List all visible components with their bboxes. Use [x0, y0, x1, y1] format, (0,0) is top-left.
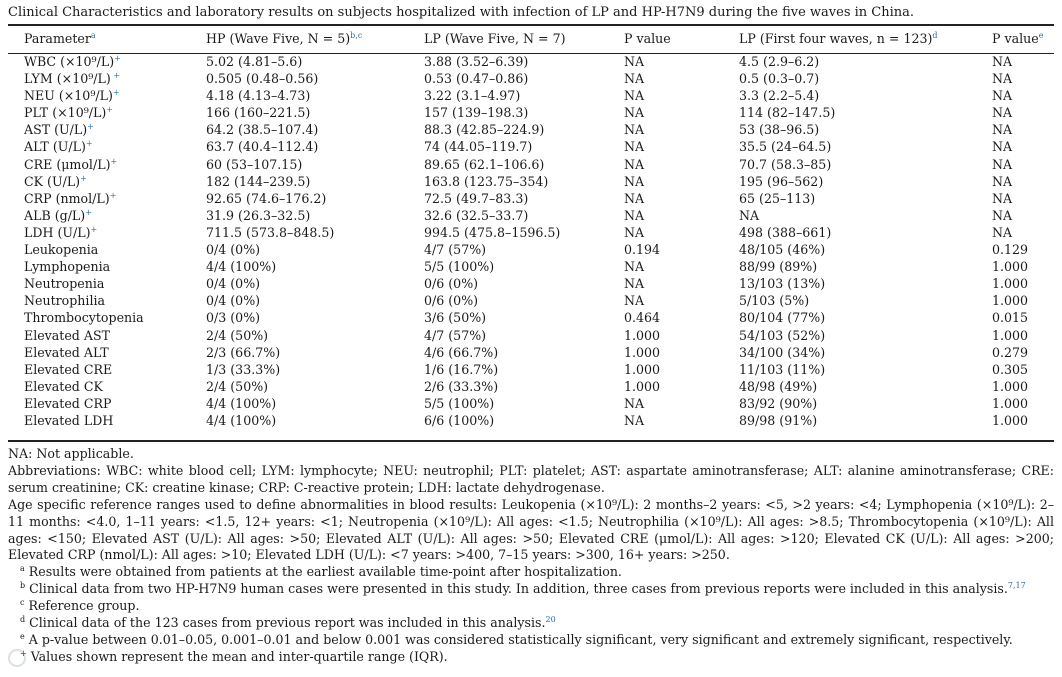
cell-lp-wave-five: 4/6 (66.7%)	[424, 344, 499, 360]
cell-lp-first-four: 48/105 (46%)	[739, 242, 826, 258]
cell-lp-first-four: 88/99 (89%)	[739, 259, 818, 275]
cell-p-value-2: 0.279	[992, 344, 1029, 360]
cell-lp-first-four: 70.7 (58.3–85)	[739, 156, 832, 172]
cell-p-value-2: 1.000	[992, 276, 1029, 292]
cell-parameter: WBC (×10⁹/L)+	[24, 53, 121, 69]
col-header-p-value-2: P value$^e$	[992, 30, 1044, 46]
table-row	[8, 412, 1054, 429]
reference-link[interactable]: 20	[545, 614, 556, 624]
table-row	[8, 121, 1054, 138]
mean-iqr-marker: +	[85, 207, 92, 217]
cell-hp-wave-five: 5.02 (4.81–5.6)	[206, 54, 303, 69]
cell-p-value: NA	[624, 71, 645, 87]
table-row	[8, 309, 1054, 326]
table-row	[8, 87, 1054, 104]
reference-link[interactable]: 7,17	[1007, 581, 1026, 591]
note-abbreviations: Abbreviations: WBC: white blood cell; LYM: lymphocyte; NEU: neutrophil; PLT: platelet; AST: aspartate aminotransferase; ALT: alanine aminotransferase; CRE: serum creatinine; CK: creatine kinase; CRP: C-reactive protein; LDH: lactate dehydrogenase.	[8, 462, 1054, 495]
cell-lp-first-four: 83/92 (90%)	[739, 395, 818, 411]
mean-iqr-marker: +	[90, 224, 98, 234]
footnote-d: $^d$ Clinical data of the 123 cases from previous report was included in this analysis.$^{20}$	[20, 614, 556, 631]
cell-p-value-2: 1.000	[992, 378, 1029, 394]
cell-lp-wave-five: 0/6 (0%)	[424, 276, 479, 292]
mean-iqr-marker: +	[106, 105, 113, 115]
cell-lp-first-four: 3.3 (2.2–5.4)	[739, 88, 820, 104]
cell-lp-first-four: 13/103 (13%)	[739, 276, 826, 292]
watermark-logo	[8, 645, 143, 671]
cell-hp-wave-five: 4.18 (4.13–4.73)	[206, 88, 311, 104]
cell-p-value: NA	[624, 139, 645, 155]
cell-p-value: NA	[624, 122, 645, 138]
cell-hp-wave-five: 1/3 (33.3%)	[206, 361, 281, 377]
cell-p-value: NA	[624, 173, 645, 189]
footnote-c: $^c$ Reference group.	[20, 597, 140, 614]
cell-parameter: PLT (×10⁹/L)+	[24, 105, 113, 121]
watermark-icon	[8, 649, 26, 667]
cell-p-value: 1.000	[624, 378, 661, 394]
mean-iqr-marker: +	[109, 190, 117, 200]
table-row	[8, 395, 1054, 412]
table-row	[8, 327, 1054, 344]
cell-lp-first-four: 5/103 (5%)	[739, 293, 810, 309]
cell-hp-wave-five: 4/4 (100%)	[206, 412, 277, 428]
cell-p-value-2: 0.129	[992, 242, 1029, 258]
cell-p-value: 1.000	[624, 327, 661, 343]
table-row	[8, 190, 1054, 207]
cell-parameter: CRE (μmol/L)+	[24, 156, 118, 172]
cell-parameter: Neutropenia	[24, 276, 105, 292]
table-caption: Clinical Characteristics and laboratory results on subjects hospitalized with infection of LP and HP-H7N9 during the five waves in China.	[8, 5, 915, 20]
cell-parameter: CRP (nmol/L)+	[24, 190, 117, 206]
cell-hp-wave-five: 0.505 (0.48–0.56)	[206, 71, 319, 87]
cell-lp-wave-five: 74 (44.05–119.7)	[424, 139, 533, 155]
cell-hp-wave-five: 4/4 (100%)	[206, 395, 277, 411]
cell-p-value-2: NA	[992, 207, 1013, 223]
cell-parameter: Thrombocytopenia	[24, 310, 144, 326]
footnote-plus: + Values shown represent the mean and inter-quartile range (IQR).	[20, 648, 448, 664]
cell-parameter: NEU (×10⁹/L)+	[24, 88, 120, 104]
cell-lp-first-four: 54/103 (52%)	[739, 327, 826, 343]
cell-p-value: NA	[624, 224, 645, 240]
cell-hp-wave-five: 2/4 (50%)	[206, 327, 269, 343]
mean-iqr-marker: +	[114, 53, 121, 63]
cell-p-value-2: NA	[992, 122, 1013, 138]
cell-hp-wave-five: 64.2 (38.5–107.4)	[206, 122, 319, 138]
cell-parameter: Elevated CK	[24, 378, 103, 394]
cell-hp-wave-five: 2/4 (50%)	[206, 378, 269, 394]
cell-p-value-2: NA	[992, 139, 1013, 155]
cell-hp-wave-five: 4/4 (100%)	[206, 259, 277, 275]
cell-lp-wave-five: 3.88 (3.52–6.39)	[424, 54, 529, 69]
cell-parameter: Elevated AST	[24, 327, 110, 343]
col-header-p-value: P value	[624, 31, 671, 46]
cell-lp-wave-five: 89.65 (62.1–106.6)	[424, 156, 545, 172]
cell-p-value-2: NA	[992, 224, 1013, 240]
cell-p-value: NA	[624, 412, 645, 428]
cell-p-value-2: 1.000	[992, 259, 1029, 275]
cell-p-value: NA	[624, 395, 645, 411]
cell-parameter: ALT (U/L)+	[24, 139, 93, 155]
cell-p-value-2: 1.000	[992, 412, 1029, 428]
cell-lp-wave-five: 994.5 (475.8–1596.5)	[424, 224, 561, 240]
cell-parameter: Elevated LDH	[24, 412, 114, 428]
table-row	[8, 138, 1054, 155]
cell-lp-wave-five: 72.5 (49.7–83.3)	[424, 190, 529, 206]
cell-lp-wave-five: 163.8 (123.75–354)	[424, 173, 549, 189]
table-row	[8, 173, 1054, 190]
table-header-row	[8, 26, 1054, 53]
cell-lp-first-four: 0.5 (0.3–0.7)	[739, 71, 820, 87]
col-header-lp-first-four: LP (First four waves, n = 123)$^d$	[739, 30, 938, 46]
table-body	[8, 53, 1054, 429]
cell-p-value: NA	[624, 293, 645, 309]
cell-parameter: LDH (U/L)+	[24, 224, 98, 240]
cell-lp-wave-five: 0/6 (0%)	[424, 293, 479, 309]
cell-hp-wave-five: 0/4 (0%)	[206, 242, 261, 258]
cell-parameter: Elevated CRE	[24, 361, 113, 377]
mean-iqr-marker: +	[110, 156, 118, 166]
table-row	[8, 70, 1054, 87]
cell-lp-first-four: 4.5 (2.9–6.2)	[739, 54, 820, 69]
cell-p-value-2: NA	[992, 173, 1013, 189]
cell-parameter: CK (U/L)+	[24, 173, 87, 189]
cell-hp-wave-five: 0/4 (0%)	[206, 293, 261, 309]
cell-p-value-2: NA	[992, 105, 1013, 121]
cell-lp-wave-five: 3/6 (50%)	[424, 310, 487, 326]
table-row	[8, 156, 1054, 173]
cell-lp-first-four: 498 (388–661)	[739, 224, 832, 240]
cell-p-value: NA	[624, 190, 645, 206]
cell-lp-wave-five: 88.3 (42.85–224.9)	[424, 122, 545, 138]
cell-p-value: NA	[624, 259, 645, 275]
cell-p-value: NA	[624, 276, 645, 292]
table-row	[8, 224, 1054, 241]
cell-lp-first-four: 48/98 (49%)	[739, 378, 818, 394]
cell-lp-wave-five: 157 (139–198.3)	[424, 105, 529, 121]
cell-lp-first-four: 11/103 (11%)	[739, 361, 826, 377]
cell-hp-wave-five: 31.9 (26.3–32.5)	[206, 207, 311, 223]
cell-p-value: 0.194	[624, 242, 661, 258]
cell-p-value-2: NA	[992, 54, 1013, 69]
cell-parameter: Elevated ALT	[24, 344, 109, 360]
cell-lp-wave-five: 3.22 (3.1–4.97)	[424, 88, 521, 104]
mean-iqr-marker: +	[87, 122, 94, 132]
cell-parameter: Leukopenia	[24, 242, 99, 258]
cell-hp-wave-five: 92.65 (74.6–176.2)	[206, 190, 327, 206]
cell-hp-wave-five: 0/4 (0%)	[206, 276, 261, 292]
cell-lp-wave-five: 4/7 (57%)	[424, 327, 487, 343]
table-row	[8, 241, 1054, 258]
table-bottom-rule	[8, 440, 1054, 442]
table-notes	[8, 446, 1054, 666]
cell-lp-first-four: NA	[739, 207, 760, 223]
cell-p-value-2: NA	[992, 71, 1013, 87]
note-age-ranges: Age specific reference ranges used to define abnormalities in blood results: Leukopenia (×10⁹/L): 2 months–2 years: <5, >2 years: <4; Lymphopenia (×10⁹/L): 2–11 months: <4.0, 1–11 years: <1.5, 12+ years: <1; Neutropenia (×10⁹/L): All ages: <1.5; Neutrophilia (×10⁹/L): All ages: >8.5; Thrombocytopenia (×10⁹/L): All ages: <150; Elevated AST (U/L): All ages: >50; Elevated ALT (U/L): All ages: >50; Elevated CRE (μmol/L): All ages: >120; Elevated CK (U/L): All ages: >200; Elevated CRP (nmol/L): All ages: >10; Elevated LDH (U/L): <7 years: >400, 7–15 years: >300, 16+ years: >250.	[8, 496, 1054, 563]
cell-hp-wave-five: 0/3 (0%)	[206, 310, 261, 326]
cell-p-value: NA	[624, 105, 645, 121]
table-row	[8, 207, 1054, 224]
cell-lp-first-four: 34/100 (34%)	[739, 344, 826, 360]
cell-p-value: NA	[624, 54, 645, 69]
cell-parameter: AST (U/L)+	[24, 122, 94, 138]
cell-lp-first-four: 80/104 (77%)	[739, 310, 826, 326]
mean-iqr-marker: +	[110, 70, 121, 80]
cell-lp-first-four: 53 (38–96.5)	[739, 122, 820, 138]
footnote-b: $^b$ Clinical data from two HP-H7N9 human cases were presented in this study. In addition, three cases from previous reports were included in this analysis.$^{7,17}$	[20, 581, 1026, 597]
table-row	[8, 378, 1054, 395]
col-header-parameter: Parameter$^a$	[24, 30, 96, 46]
mean-iqr-marker: +	[80, 173, 87, 183]
cell-p-value: 0.464	[624, 310, 661, 326]
table-row	[8, 104, 1054, 121]
cell-p-value: 1.000	[624, 344, 661, 360]
cell-lp-wave-five: 0.53 (0.47–0.86)	[424, 71, 529, 87]
cell-hp-wave-five: 182 (144–239.5)	[206, 173, 311, 189]
cell-p-value-2: 1.000	[992, 395, 1029, 411]
cell-p-value: NA	[624, 88, 645, 104]
footnote-e: $^e$ A p-value between 0.01–0.05, 0.001–0.01 and below 0.001 was considered statistically significant, very significant and extremely significant, respectively.	[20, 631, 1013, 647]
cell-lp-first-four: 65 (25–113)	[739, 190, 816, 206]
cell-parameter: ALB (g/L)+	[24, 207, 92, 223]
cell-lp-wave-five: 32.6 (32.5–33.7)	[424, 207, 529, 223]
cell-p-value: NA	[624, 156, 645, 172]
cell-p-value: 1.000	[624, 361, 661, 377]
cell-lp-wave-five: 6/6 (100%)	[424, 412, 495, 428]
cell-hp-wave-five: 166 (160–221.5)	[206, 105, 311, 121]
cell-p-value-2: NA	[992, 88, 1013, 104]
col-header-lp-wave-five: LP (Wave Five, N = 7)	[424, 31, 566, 46]
note-na: NA: Not applicable.	[8, 446, 134, 461]
cell-lp-wave-five: 1/6 (16.7%)	[424, 361, 499, 377]
table-row	[8, 275, 1054, 292]
cell-hp-wave-five: 63.7 (40.4–112.4)	[206, 139, 319, 155]
cell-lp-first-four: 89/98 (91%)	[739, 412, 818, 428]
cell-parameter: Lymphopenia	[24, 259, 111, 275]
table-row	[8, 344, 1054, 361]
cell-hp-wave-five: 60 (53–107.15)	[206, 156, 303, 172]
cell-lp-wave-five: 5/5 (100%)	[424, 395, 495, 411]
cell-parameter: Elevated CRP	[24, 395, 112, 411]
cell-lp-wave-five: 5/5 (100%)	[424, 259, 495, 275]
cell-lp-first-four: 114 (82–147.5)	[739, 105, 836, 121]
cell-lp-first-four: 195 (96–562)	[739, 173, 824, 189]
cell-hp-wave-five: 2/3 (66.7%)	[206, 344, 281, 360]
cell-p-value-2: NA	[992, 190, 1013, 206]
table-row	[8, 361, 1054, 378]
cell-p-value-2: 1.000	[992, 327, 1029, 343]
table-row	[8, 53, 1054, 70]
cell-p-value-2: 1.000	[992, 293, 1029, 309]
cell-lp-wave-five: 4/7 (57%)	[424, 242, 487, 258]
table-row	[8, 258, 1054, 275]
cell-parameter: Neutrophilia	[24, 293, 106, 309]
cell-lp-first-four: 35.5 (24–64.5)	[739, 139, 832, 155]
cell-parameter: LYM (×10⁹/L) +	[24, 70, 121, 87]
cell-p-value-2: 0.305	[992, 361, 1029, 377]
cell-p-value: NA	[624, 207, 645, 223]
cell-lp-wave-five: 2/6 (33.3%)	[424, 378, 499, 394]
col-header-hp-wave-five: HP (Wave Five, N = 5)$^{b,c}$	[206, 30, 363, 46]
results-table	[8, 26, 1054, 429]
footnote-a: $^a$ Results were obtained from patients at the earliest available time-point after hospitalization.	[20, 564, 622, 580]
cell-p-value-2: NA	[992, 156, 1013, 172]
mean-iqr-marker: +	[112, 88, 120, 97]
cell-hp-wave-five: 711.5 (573.8–848.5)	[206, 224, 335, 240]
mean-iqr-marker: +	[85, 139, 93, 149]
cell-p-value-2: 0.015	[992, 310, 1029, 326]
table-row	[8, 292, 1054, 309]
